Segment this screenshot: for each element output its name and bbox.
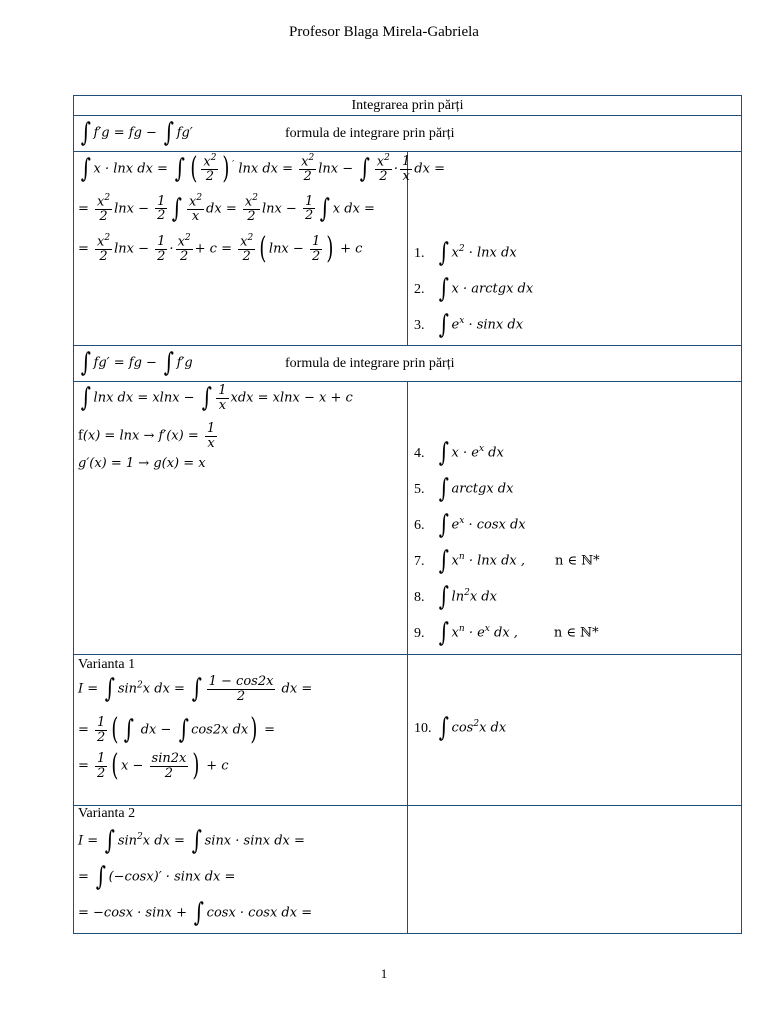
variant-2-line-3: = −cosx · sinx + ∫ cosx · cosx dx = xyxy=(78,898,313,928)
variant-1-cell xyxy=(74,655,408,806)
exercise-item: 5. ∫ arctgx dx xyxy=(414,474,514,504)
example-2-cell xyxy=(74,382,408,655)
integration-table xyxy=(73,95,742,934)
example-1-line-2: = $\frac{x^2}{2}$ lnx − $\frac{1}{2}$ ∫ $\frac{x^2}{x}$ dx = $\frac{x^2}{2}$ lnx − $\frac{1}{2}$ ∫ x dx = xyxy=(78,193,375,224)
variant-1-line-2: = $\frac{1}{2}$ ( ∫ dx − ∫ cos2x dx) = xyxy=(78,712,275,747)
empty-cell xyxy=(408,806,742,934)
formula-2-label: formula de integrare prin părți xyxy=(285,356,455,371)
example-1-cell xyxy=(74,151,445,346)
exercise-item: 8. ∫ $\ln^2x$ dx xyxy=(414,582,497,612)
exercises-3-cell xyxy=(408,655,742,806)
formula-1-expr: ∫ f′g = fg − ∫ fg′ xyxy=(80,118,193,148)
exercise-item: 9. ∫ $x^n \cdot e^x$ dx , n ∈ ℕ* xyxy=(414,618,599,648)
example-1-line-1: ∫ x · lnx dx = ∫ ( $\frac{x^2}{2}$ ) ′ lnx dx = $\frac{x^2}{2}$ lnx − ∫ $\frac{x^2}{2}$ · $\frac{1}{x}$ dx = xyxy=(80,151,445,186)
variant-2-cell xyxy=(74,806,408,934)
variant-1-label: Varianta 1 xyxy=(78,657,136,672)
variant-2-line-2: = ∫ (−cosx)′ · sinx dx = xyxy=(78,862,236,892)
table-title: Integrarea prin părți xyxy=(74,96,742,116)
formula-row-2 xyxy=(74,346,742,382)
page-header: Profesor Blaga Mirela-Gabriela xyxy=(289,24,479,40)
exercises-2-cell xyxy=(408,382,742,655)
variant-2-label: Varianta 2 xyxy=(78,806,136,821)
formula-1-label: formula de integrare prin părți xyxy=(285,126,455,141)
exercise-item: 6. ∫ $e^x \cdot \cos x$ dx xyxy=(414,510,526,540)
example-2-line-3: g′(x) = 1 → g(x) = x xyxy=(78,456,206,471)
example-2-line-2: f(x) = lnx → f′(x) = $\frac{1}{x}$ xyxy=(78,421,216,451)
variant-2-line-1: I = ∫ $\sin^2x$ dx = ∫ sinx · sinx dx = xyxy=(78,826,305,856)
exercises-1-cell xyxy=(408,152,742,346)
exercise-item: 1. ∫ $x^2 \cdot \ln x$ dx xyxy=(414,238,517,268)
page-number: 1 xyxy=(380,966,388,981)
example-1-line-3: = $\frac{x^2}{2}$ lnx − $\frac{1}{2}$ · $\frac{x^2}{2}$ + c = $\frac{x^2}{2}$ ( lnx − $\frac{1}{2}$ ) + c xyxy=(78,231,363,266)
formula-2-expr: ∫ fg′ = fg − ∫ f′g xyxy=(80,348,193,378)
example-2-line-1: ∫ lnx dx = xlnx − ∫ $\frac{1}{x}$ xdx = xlnx − x + c xyxy=(80,383,353,414)
exercise-item: 7. ∫ $x^n \cdot \ln x$ dx , n ∈ ℕ* xyxy=(414,546,600,576)
exercise-item: 4. ∫ $x \cdot e^x$ dx xyxy=(414,438,504,468)
variant-1-line-3: = $\frac{1}{2}$ ( x − $\frac{\sin 2x}{2}$ ) + c xyxy=(78,748,229,783)
variant-1-line-1: I = ∫ $\sin^2x$ dx = ∫ $\frac{1 - \cos 2x}{2}$ dx = xyxy=(78,674,313,705)
exercise-item: 10. ∫ $\cos^2x$ dx xyxy=(414,713,507,743)
exercise-item: 3. ∫ $e^x \cdot \sin x$ dx xyxy=(414,310,524,340)
exercise-item: 2. ∫ x · arctgx dx xyxy=(414,274,534,304)
formula-row-1 xyxy=(74,116,742,152)
